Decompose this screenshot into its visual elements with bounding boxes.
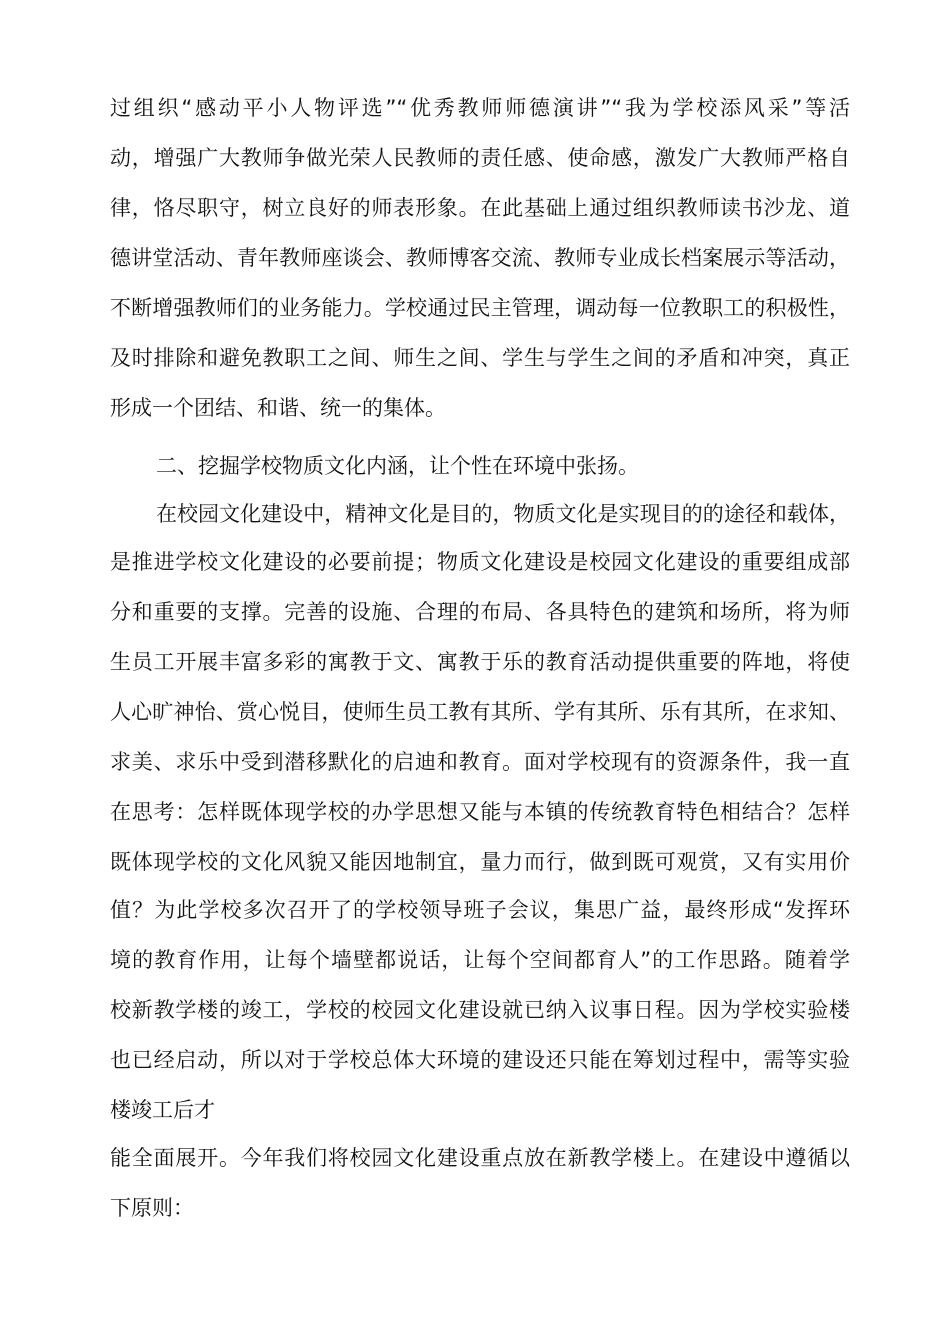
text-line: 楼竣工后才 xyxy=(110,1098,215,1122)
text-line: 律，恪尽职守，树立良好的师表形象。在此基础上通过组织教师读书沙龙、道 xyxy=(110,196,850,220)
text-line: 及时排除和避免教职工之间、师生之间、学生与学生之间的矛盾和冲突，真正 xyxy=(110,346,850,370)
text-line: 德讲堂活动、青年教师座谈会、教师博客交流、教师专业成长档案展示等活动， xyxy=(110,246,850,270)
section-heading: 二、挖掘学校物质文化内涵，让个性在环境中张扬。 xyxy=(156,454,639,478)
text-line: 值？为此学校多次召开了的学校领导班子会议，集思广益，最终形成“发挥环 xyxy=(110,898,850,922)
text-line: 分和重要的支撑。完善的设施、合理的布局、各具特色的建筑和场所，将为师 xyxy=(110,600,850,624)
text-line: 是推进学校文化建设的必要前提；物质文化建设是校园文化建设的重要组成部 xyxy=(110,550,850,574)
text-line: 校新教学楼的竣工，学校的校园文化建设就已纳入议事日程。因为学校实验楼 xyxy=(110,998,850,1022)
text-line: 在思考：怎样既体现学校的办学思想又能与本镇的传统教育特色相结合？怎样 xyxy=(110,800,850,824)
text-line: 下原则： xyxy=(110,1196,194,1220)
text-line: 不断增强教师们的业务能力。学校通过民主管理，调动每一位教职工的积极性， xyxy=(110,296,850,320)
text-line: 也已经启动，所以对于学校总体大环境的建设还只能在筹划过程中，需等实验 xyxy=(110,1048,850,1072)
text-line: 求美、求乐中受到潜移默化的启迪和教育。面对学校现有的资源条件，我一直 xyxy=(110,750,850,774)
text-line: 形成一个团结、和谐、统一的集体。 xyxy=(110,396,446,420)
text-line: 既体现学校的文化风貌又能因地制宜，量力而行，做到既可观赏，又有实用价 xyxy=(110,850,850,874)
text-line: 境的教育作用，让每个墙壁都说话，让每个空间都育人”的工作思路。随着学 xyxy=(110,948,850,972)
text-line: 人心旷神怡、赏心悦目，使师生员工教有其所、学有其所、乐有其所，在求知、 xyxy=(110,700,850,724)
text-line: 能全面展开。今年我们将校园文化建设重点放在新教学楼上。在建设中遵循以 xyxy=(110,1146,850,1170)
text-line: 在校园文化建设中，精神文化是目的，物质文化是实现目的的途径和载体， xyxy=(156,502,850,526)
text-line: 动，增强广大教师争做光荣人民教师的责任感、使命感，激发广大教师严格自 xyxy=(110,146,850,170)
text-line: 过组织“感动平小人物评选”“优秀教师师德演讲”“我为学校添风采”等活 xyxy=(110,96,850,120)
text-line: 生员工开展丰富多彩的寓教于文、寓教于乐的教育活动提供重要的阵地，将使 xyxy=(110,650,850,674)
